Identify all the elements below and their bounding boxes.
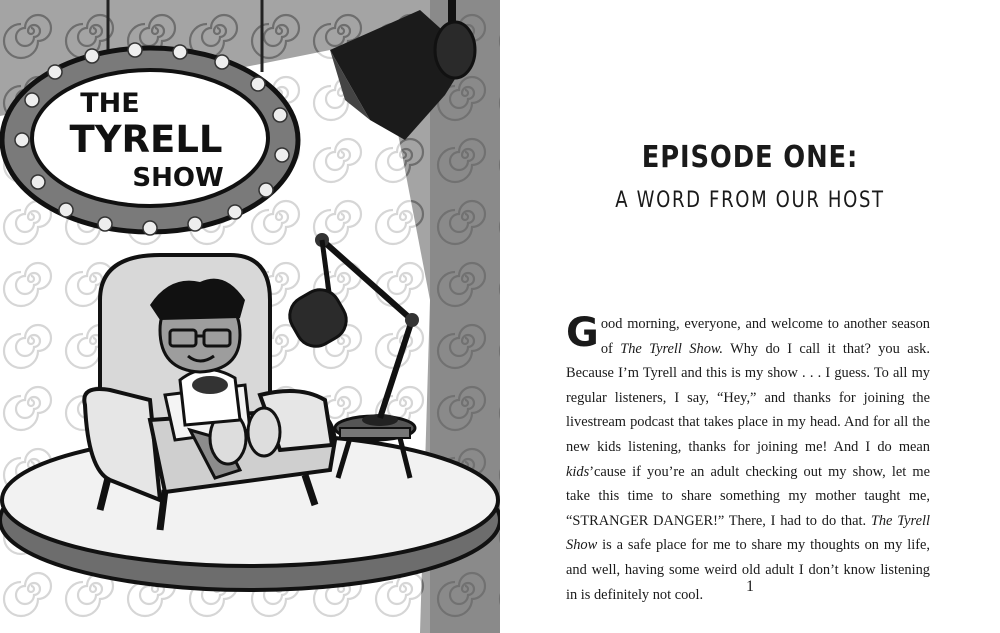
body-paragraph bbox=[566, 312, 930, 607]
drop-cap: G bbox=[566, 310, 599, 356]
paragraph-text-2: Why do I call it that? you ask. Because I’m Tyrell and this is my show . . . I guess. To all my regular listeners, I say, “Hey,” and thanks for joining the livestream podcast that takes place in my head. And for all the new kids listening, thanks for joining me! And I do mean bbox=[566, 340, 930, 455]
show-name-italic-2: The Tyrell Show bbox=[566, 512, 930, 554]
chapter-subtitle: A WORD FROM OUR HOST bbox=[615, 188, 885, 213]
sign-line-show: SHOW bbox=[132, 163, 224, 193]
show-name-italic: The Tyrell Show. bbox=[620, 340, 724, 357]
paragraph-text-4: is a safe place for me to share my thoughts on my life, and well, having some weird old adult I don’t know listening in is definitely not cool. bbox=[566, 537, 930, 603]
show-sign bbox=[2, 43, 298, 235]
kids-italic: kids bbox=[566, 463, 590, 480]
paragraph-text-3: ’cause if you’re an adult checking out my show, let me take this time to share something my mother taught me, “STRANGER DANGER!” There, I had to do that. bbox=[566, 463, 930, 529]
chapter-title: EPISODE ONE: bbox=[641, 140, 859, 175]
sign-line-the: THE bbox=[80, 88, 140, 119]
sign-line-tyrell: TYRELL bbox=[69, 118, 223, 161]
text-page bbox=[500, 0, 1000, 633]
paragraph-text-1: ood morning, everyone, and welcome to another season of bbox=[600, 316, 930, 357]
page-number: 1 bbox=[746, 578, 754, 595]
